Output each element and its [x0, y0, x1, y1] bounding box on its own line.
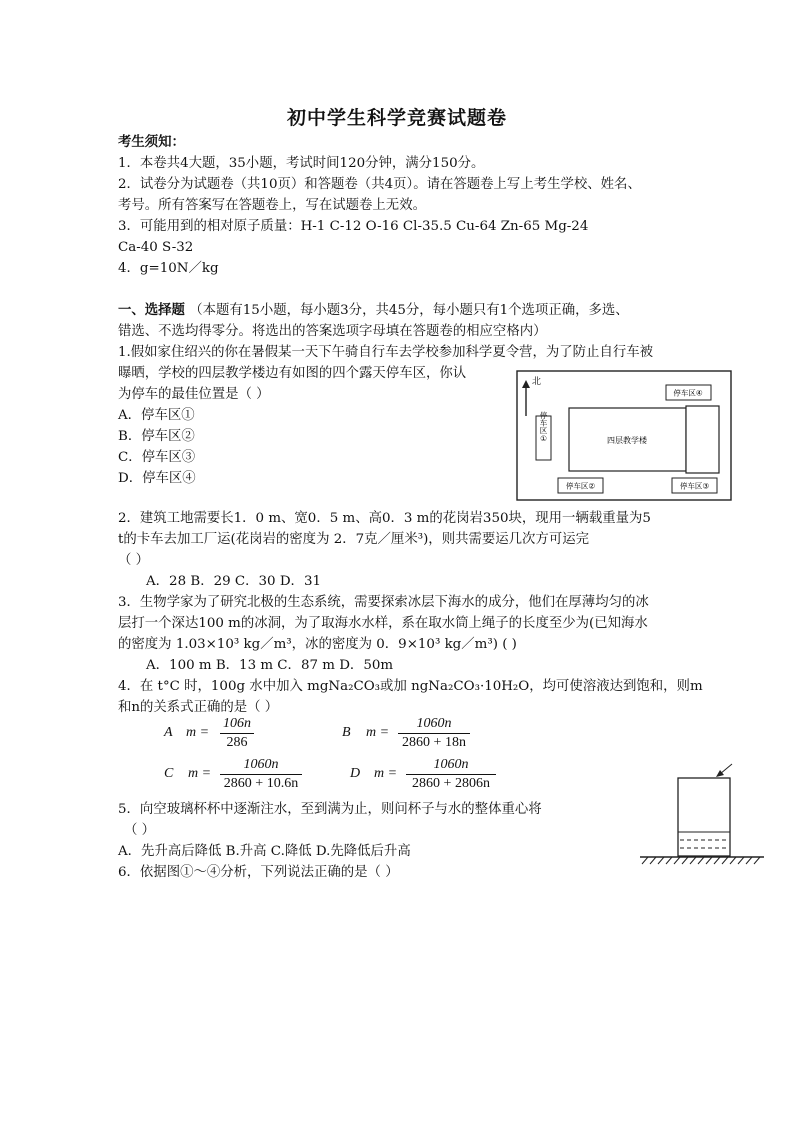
notice-line: Ca-40 S-32: [118, 240, 194, 255]
q4-option-d: D m = 1060n 2860 + 2806n: [350, 756, 510, 796]
q3-text: 的密度为 1.03×10³ kg／m³，冰的密度为 0．9×10³ kg／m³) ( ): [118, 637, 517, 652]
q1-option-d: D．停车区④: [118, 471, 196, 486]
q1-text: 为停车的最佳位置是（ ）: [118, 387, 270, 402]
glass-figure: [636, 760, 768, 870]
section-1-desc: （本题有15小题，每小题3分，共45分，每小题只有1个选项正确，多选、: [189, 303, 629, 318]
parking-zone-4-label: 停车区④: [673, 388, 703, 398]
q3-options: A．100 m B．13 m C．87 m D．50m: [146, 658, 394, 673]
q1-option-c: C．停车区③: [118, 450, 196, 465]
q3-text: 层打一个深达100 m的冰洞，为了取海水水样，系在取水筒上绳子的长度至少为(已知海水: [118, 616, 648, 631]
notice-line: 1．本卷共4大题，35小题，考试时间120分钟，满分150分。: [118, 156, 485, 171]
section-1-desc: 错选、不选均得零分。将选出的答案选项字母填在答题卷的相应空格内）: [118, 324, 547, 339]
q2-options: A．28 B．29 C．30 D．31: [146, 574, 321, 589]
q4-option-b: B m = 1060n 2860 + 18n: [342, 715, 492, 755]
notice-line: 4．g=10N／kg: [118, 261, 219, 276]
building-wing: [686, 406, 719, 473]
section-1-heading: 一、选择题: [118, 302, 185, 318]
q3-text: 3．生物学家为了研究北极的生态系统，需要探索冰层下海水的成分，他们在厚薄均匀的冰: [118, 595, 649, 610]
q4-option-a: A m = 106n 286: [164, 715, 314, 755]
q5-options: A．先升高后降低 B.升高 C.降低 D.先降低后升高: [118, 844, 411, 859]
section-1-intro: [118, 300, 629, 321]
q2-text: 2．建筑工地需要长1．0 m、宽0．5 m、高0．3 m的花岗岩350块，现用一辆载重量为5: [118, 511, 651, 526]
pour-arrow-icon: [716, 764, 732, 777]
parking-figure: [516, 370, 732, 501]
ground-hatch: [642, 857, 760, 864]
q5-text: （ ）: [124, 823, 156, 838]
parking-zone-2-label: 停车区②: [565, 481, 596, 491]
q1-option-a: A．停车区①: [118, 408, 195, 423]
parking-zone-1-label: 停车区①: [539, 411, 548, 443]
notice-line: 考号。所有答案写在答题卷上，写在试题卷上无效。: [118, 198, 426, 213]
building-label: 四层教学楼: [607, 436, 647, 445]
q1-text: 1.假如家住绍兴的你在暑假某一天下午骑自行车去学校参加科学夏令营，为了防止自行车被: [118, 345, 654, 360]
notice-heading: 考生须知：: [118, 134, 185, 150]
north-label: 北: [532, 377, 542, 387]
q6-text: 6．依据图①～④分析，下列说法正确的是（ ）: [118, 865, 399, 880]
q4-text: 和n的关系式正确的是（ ）: [118, 700, 279, 715]
q2-text: t的卡车去加工厂运(花岗岩的密度为 2．7克／厘米³)，则共需要运几次方可运完: [118, 532, 589, 547]
notice-line: 2．试卷分为试题卷（共10页）和答题卷（共4页）。请在答题卷上写上考生学校、姓名、: [118, 177, 641, 192]
q4-option-c: C m = 1060n 2860 + 10.6n: [164, 756, 324, 796]
glass-cup: [678, 778, 730, 856]
page-title: 初中学生科学竞赛试题卷: [286, 107, 507, 129]
notice-line: 3．可能用到的相对原子质量：H-1 C-12 O-16 Cl-35.5 Cu-64 Zn-65 Mg-24: [118, 219, 589, 234]
q1-option-b: B．停车区②: [118, 429, 195, 444]
parking-zone-3-label: 停车区③: [679, 481, 710, 491]
q1-text: 曝晒，学校的四层教学楼边有如图的四个露天停车区，你认: [118, 366, 467, 381]
q4-text: 4．在 t°C 时，100g 水中加入 mgNa₂CO₃或加 ngNa₂CO₃·10H₂O，均可使溶液达到饱和，则m: [118, 679, 703, 694]
q5-text: 5．向空玻璃杯杯中逐渐注水，至到满为止，则问杯子与水的整体重心将: [118, 802, 542, 817]
q2-text: （ ）: [118, 553, 150, 568]
